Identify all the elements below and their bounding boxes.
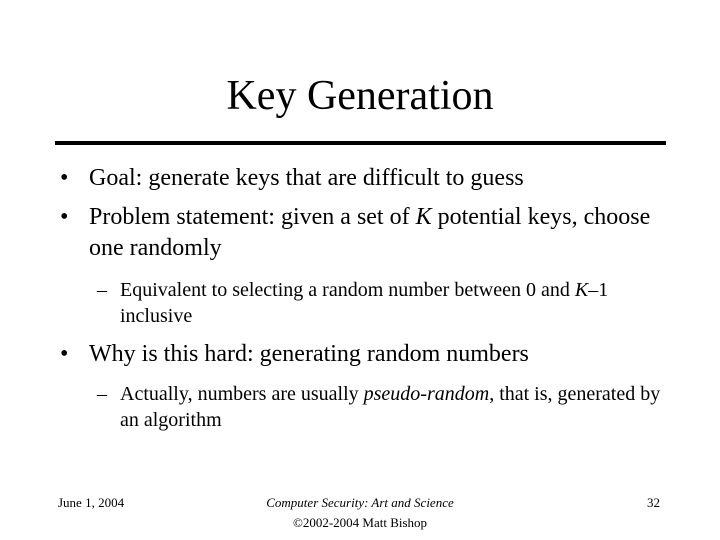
bullet-text: Why is this hard: generating random numbers xyxy=(89,341,529,367)
slide-title: Key Generation xyxy=(226,73,494,119)
footer-date: June 1, 2004 xyxy=(58,495,125,510)
text-run: –1 inclusive xyxy=(120,279,609,327)
bullet-text xyxy=(89,202,680,264)
italic-pseudo-random: pseudo-random xyxy=(363,383,490,405)
text-run: Actually, numbers are usually xyxy=(120,383,364,405)
bullet-why-hard xyxy=(60,339,680,370)
bullet-marker: • xyxy=(60,341,69,367)
bullet-marker: • xyxy=(60,165,69,191)
sub-bullet-marker: – xyxy=(97,383,107,405)
sub-bullet-equivalent xyxy=(97,277,677,329)
sub-bullet-text xyxy=(120,381,677,433)
text-run: Equivalent to selecting a random number between 0 and xyxy=(120,279,575,301)
footer-page-number: 32 xyxy=(647,495,660,510)
text-run: , that is, generated by an algorithm xyxy=(120,383,661,431)
footer-copyright: ©2002-2004 Matt Bishop xyxy=(292,515,428,530)
italic-k: K xyxy=(415,204,432,230)
bullet-goal xyxy=(60,163,680,194)
bullet-marker: • xyxy=(60,204,69,230)
text-run: Problem statement: given a set of xyxy=(89,204,416,230)
bullet-problem-statement xyxy=(60,202,680,264)
text-run: potential keys, choose one randomly xyxy=(89,204,651,261)
footer-credit xyxy=(0,493,720,533)
italic-k: K xyxy=(574,279,589,301)
sub-bullet-pseudo-random xyxy=(97,381,677,433)
book-title-text: Computer Security: Art and Science xyxy=(266,495,454,510)
bullet-text: Goal: generate keys that are difficult to guess xyxy=(89,165,524,191)
footer-book-title xyxy=(0,493,720,513)
sub-bullet-text xyxy=(120,277,677,329)
sub-bullet-marker: – xyxy=(97,279,107,301)
